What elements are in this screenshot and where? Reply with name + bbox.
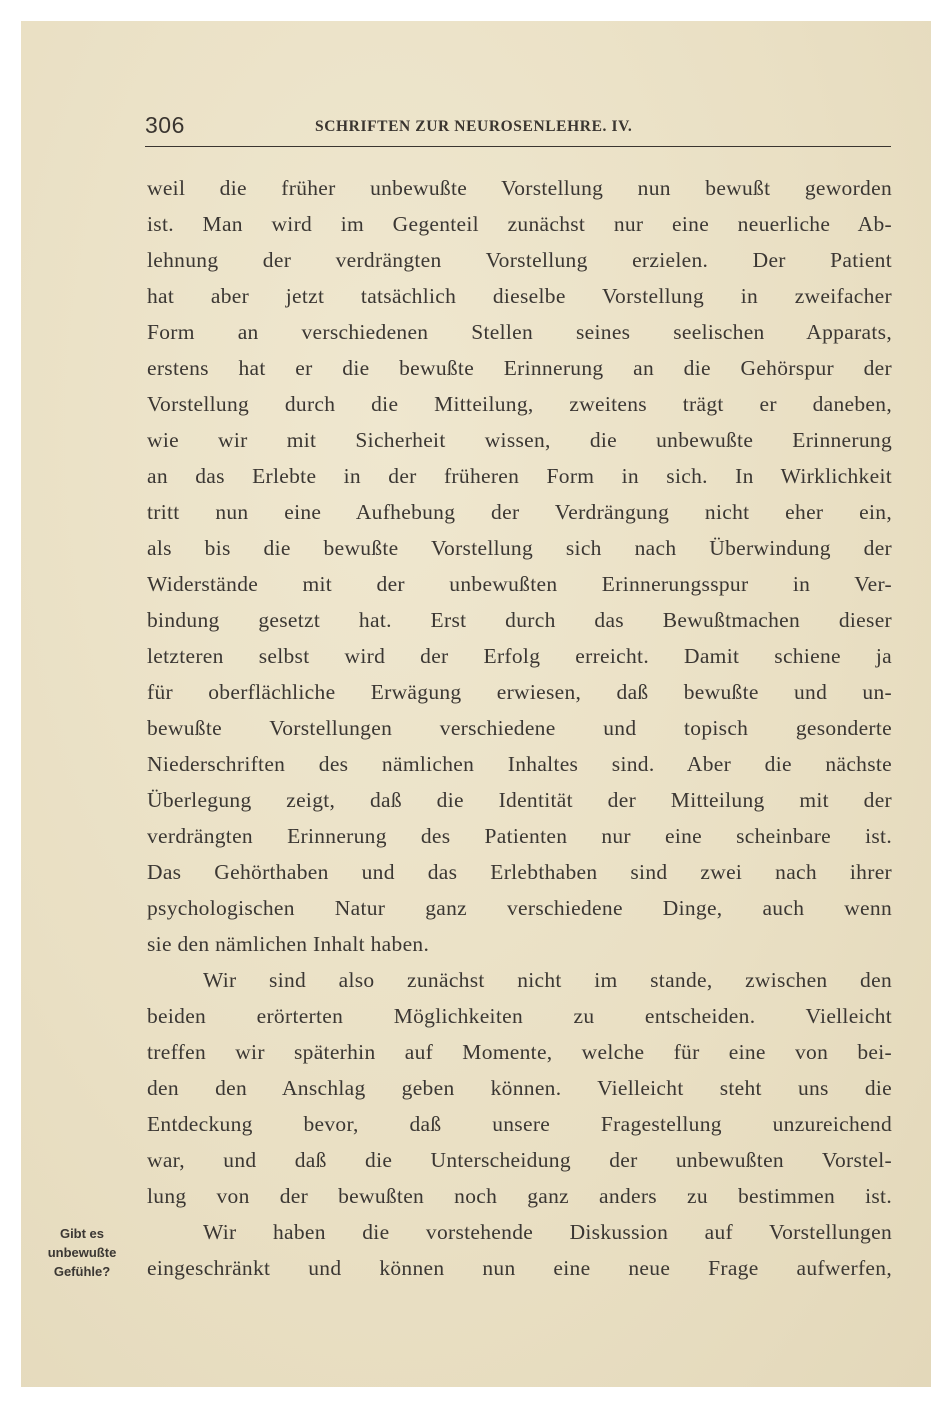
text-line: Widerstände mit der unbewußten Erinnerungsspur in Ver- <box>147 572 892 596</box>
text-line: bewußte Vorstellungen verschiedene und topisch gesonderte <box>147 716 892 740</box>
text-line: Form an verschiedenen Stellen seines seelischen Apparats, <box>147 320 892 344</box>
text-line: letzteren selbst wird der Erfolg erreicht. Damit schiene ja <box>147 644 892 668</box>
text-line: weil die früher unbewußte Vorstellung nun bewußt geworden <box>147 176 892 200</box>
text-line: eingeschränkt und können nun eine neue Frage aufwerfen, <box>147 1256 892 1280</box>
text-line: treffen wir späterhin auf Momente, welche für eine von bei- <box>147 1040 892 1064</box>
text-line: Das Gehörthaben und das Erlebthaben sind zwei nach ihrer <box>147 860 892 884</box>
text-line: ist. Man wird im Gegenteil zunächst nur eine neuerliche Ab- <box>147 212 892 236</box>
text-line: tritt nun eine Aufhebung der Verdrängung nicht eher ein, <box>147 500 892 524</box>
margin-note <box>30 1224 134 1281</box>
text-line: lung von der bewußten noch ganz anders zu bestimmen ist. <box>147 1184 892 1208</box>
margin-note-line: Gefühle? <box>53 1264 111 1279</box>
text-line: Überlegung zeigt, daß die Identität der Mitteilung mit der <box>147 788 892 812</box>
page-header <box>145 112 891 147</box>
text-line: war, und daß die Unterscheidung der unbewußten Vorstel- <box>147 1148 892 1172</box>
text-line: den den Anschlag geben können. Vielleicht steht uns die <box>147 1076 892 1100</box>
text-line: wie wir mit Sicherheit wissen, die unbewußte Erinnerung <box>147 428 892 452</box>
text-line: für oberflächliche Erwägung erwiesen, daß bewußte und un- <box>147 680 892 704</box>
paragraph-start-line: Wir haben die vorstehende Diskussion auf Vorstellungen <box>203 1220 892 1244</box>
running-title: SCHRIFTEN ZUR NEUROSENLEHRE. IV. <box>315 118 633 135</box>
text-line: lehnung der verdrängten Vorstellung erzielen. Der Patient <box>147 248 892 272</box>
text-line: als bis die bewußte Vorstellung sich nach Überwindung der <box>147 536 892 560</box>
margin-note-line: unbewußte <box>47 1245 117 1260</box>
paragraph-end-line: sie den nämlichen Inhalt haben. <box>147 932 430 956</box>
body-text <box>147 170 892 1286</box>
text-line: Niederschriften des nämlichen Inhaltes sind. Aber die nächste <box>147 752 892 776</box>
text-line: verdrängten Erinnerung des Patienten nur eine scheinbare ist. <box>147 824 892 848</box>
text-line: Entdeckung bevor, daß unsere Fragestellung unzureichend <box>147 1112 892 1136</box>
paragraph-start-line: Wir sind also zunächst nicht im stande, zwischen den <box>203 968 892 992</box>
margin-note-line: Gibt es <box>59 1226 105 1241</box>
text-line: psychologischen Natur ganz verschiedene Dinge, auch wenn <box>147 896 892 920</box>
text-line: erstens hat er die bewußte Erinnerung an die Gehörspur der <box>147 356 892 380</box>
text-line: bindung gesetzt hat. Erst durch das Bewußtmachen dieser <box>147 608 892 632</box>
text-line: Vorstellung durch die Mitteilung, zweitens trägt er daneben, <box>147 392 892 416</box>
page-number: 306 <box>145 112 185 138</box>
text-line: an das Erlebte in der früheren Form in sich. In Wirklichkeit <box>147 464 892 488</box>
text-line: hat aber jetzt tatsächlich dieselbe Vorstellung in zweifacher <box>147 284 892 308</box>
text-line: beiden erörterten Möglichkeiten zu entscheiden. Vielleicht <box>147 1004 892 1028</box>
